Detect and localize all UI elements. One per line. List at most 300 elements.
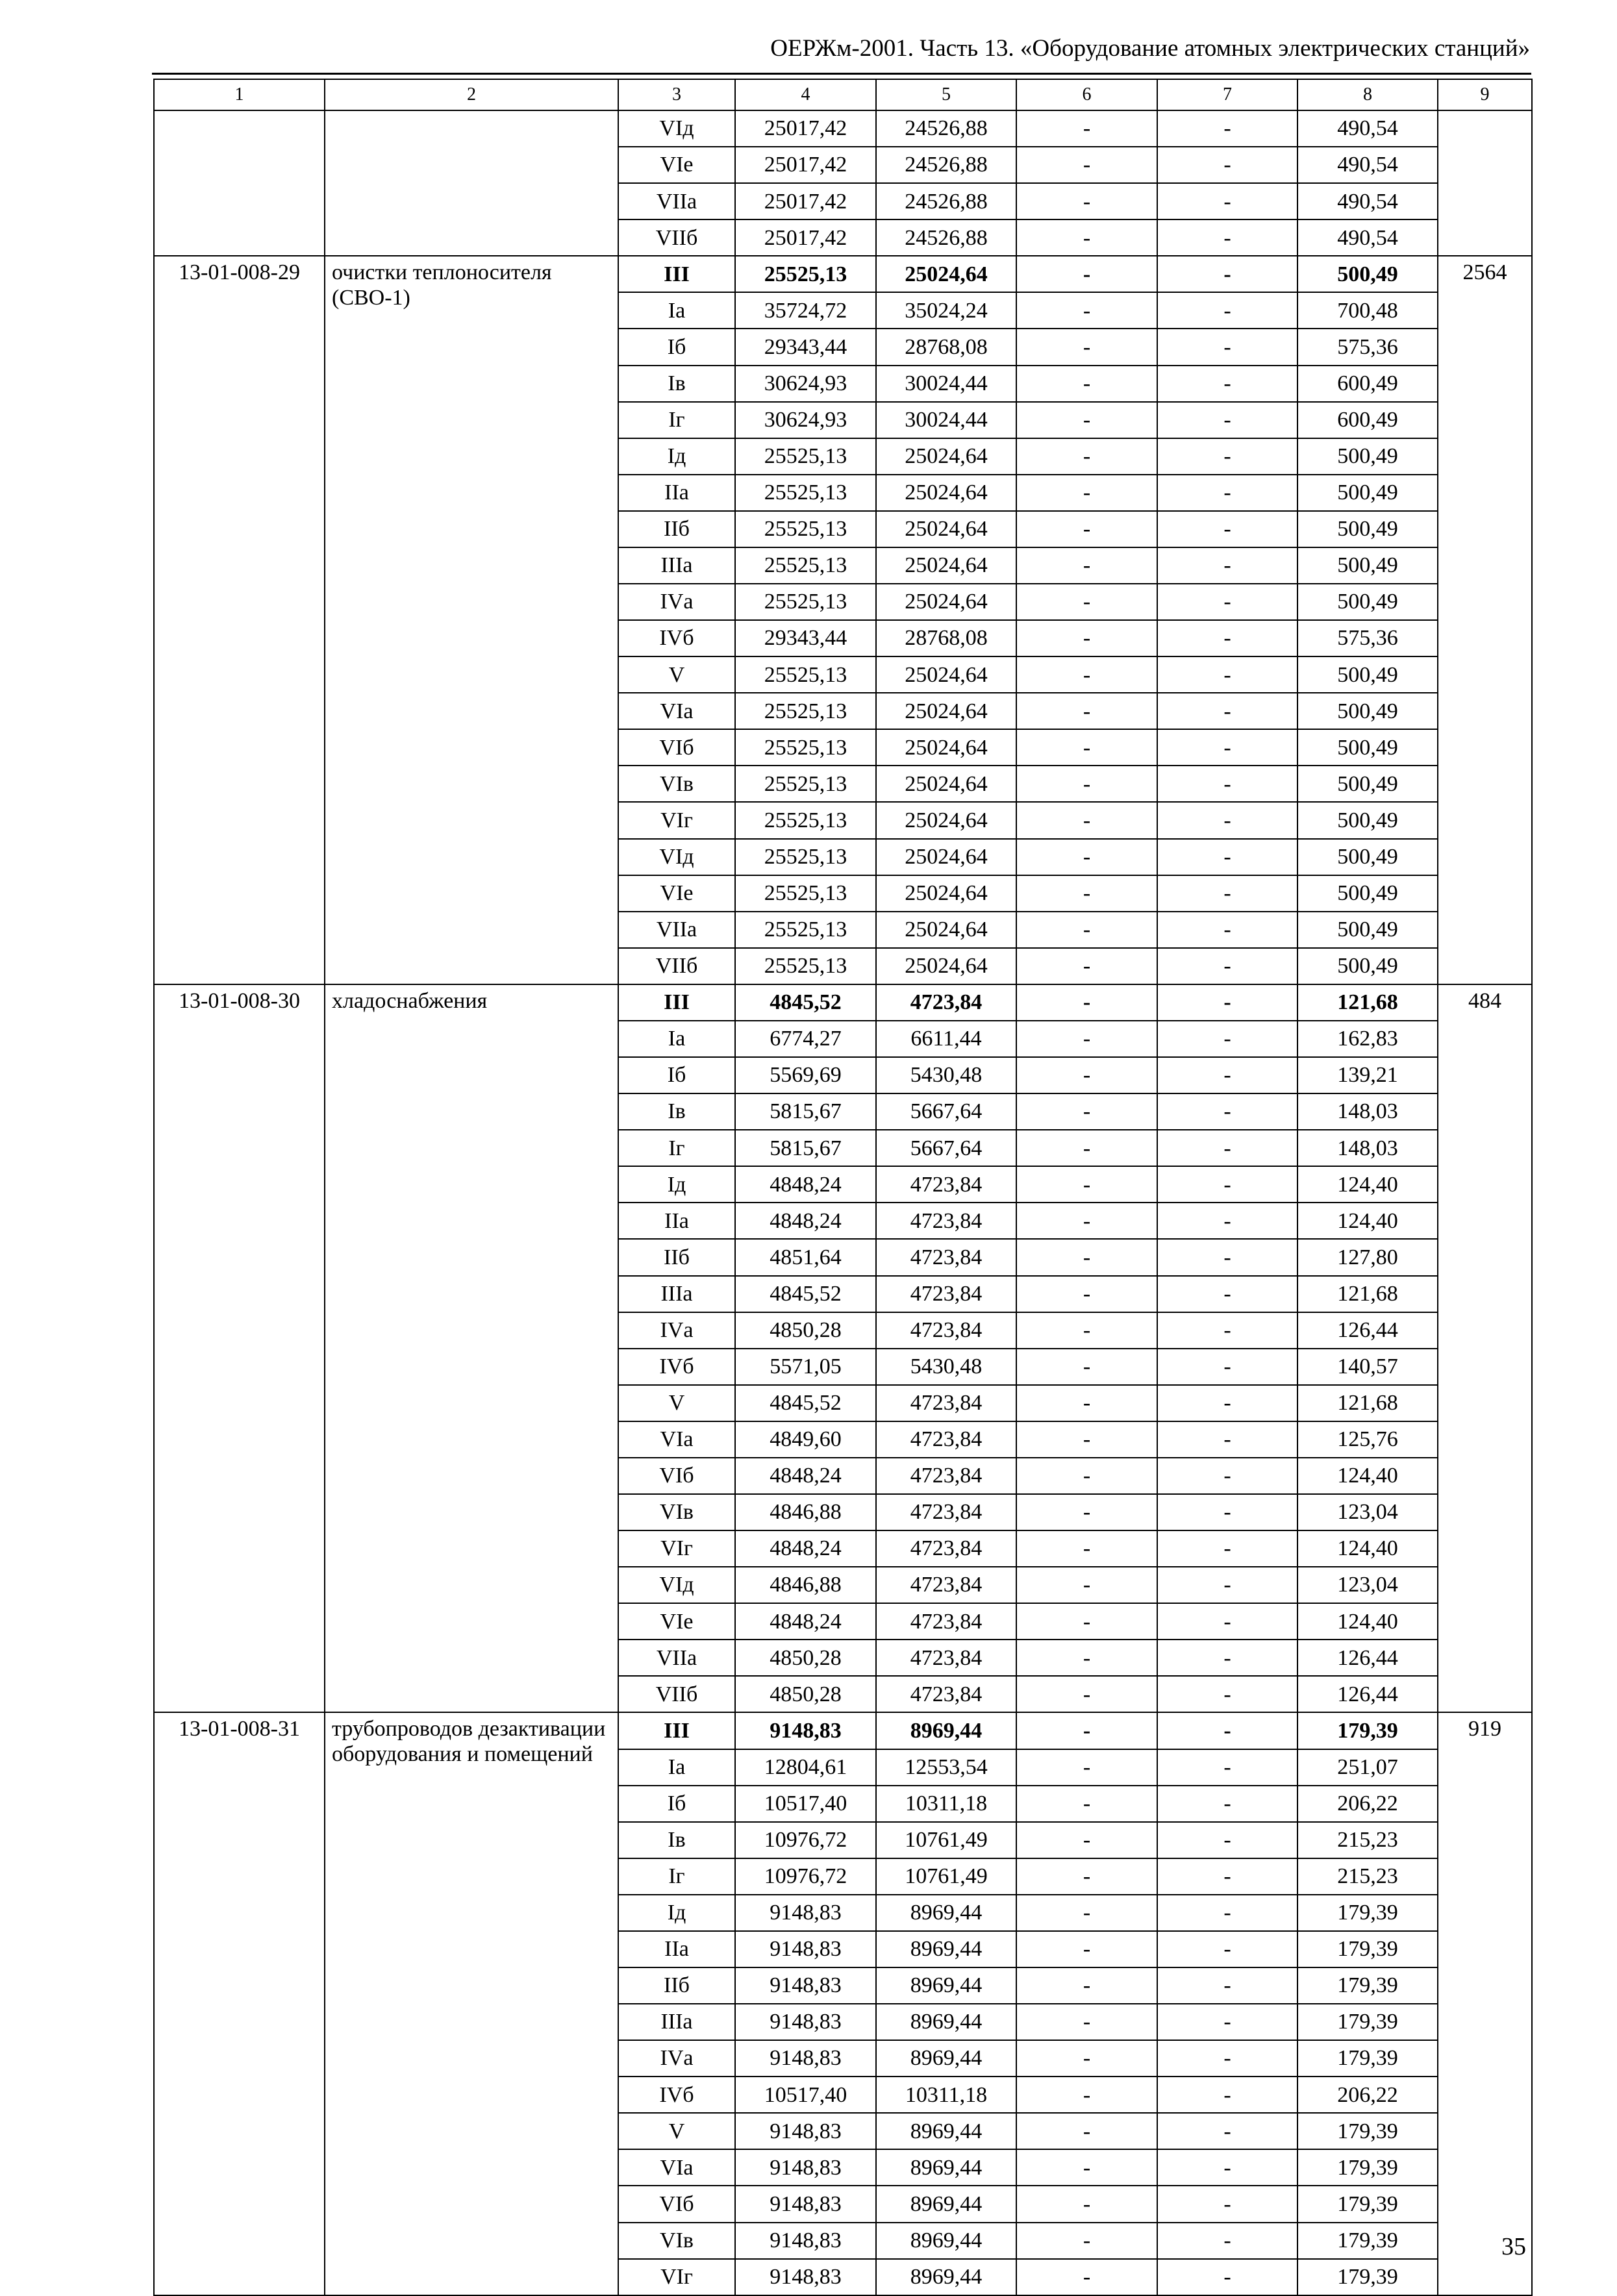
value-col6-cell: - [1016,2040,1157,2077]
value-col7-cell: - [1157,329,1297,365]
value-col4-cell: 4848,24 [735,1603,876,1640]
zone-cell: VIа [618,1421,735,1458]
value-col4-cell: 25017,42 [735,219,876,256]
value-col8-cell: 490,54 [1297,219,1438,256]
zone-cell: Iа [618,1021,735,1057]
value-col5-cell: 25024,64 [876,256,1016,292]
value-col6-cell: - [1016,1786,1157,1822]
value-col7-cell: - [1157,1931,1297,1967]
value-col6-cell: - [1016,1567,1157,1603]
column-number: 7 [1157,79,1297,110]
value-col7-cell: - [1157,584,1297,620]
value-col4-cell: 30624,93 [735,402,876,438]
value-col5-cell: 10761,49 [876,1822,1016,1858]
value-col6-cell: - [1016,1312,1157,1349]
value-col8-cell: 600,49 [1297,366,1438,402]
value-col8-cell: 490,54 [1297,110,1438,147]
value-col7-cell: - [1157,656,1297,693]
value-col6-cell: - [1016,1603,1157,1640]
value-col6-cell: - [1016,1057,1157,1093]
zone-cell: IIб [618,511,735,547]
value-col6-cell: - [1016,1967,1157,2004]
value-col7-cell: - [1157,1239,1297,1275]
value-col6-cell: - [1016,1203,1157,1239]
zone-cell: V [618,2113,735,2149]
value-col4-cell: 25525,13 [735,875,876,912]
value-col8-cell: 123,04 [1297,1567,1438,1603]
value-col7-cell: - [1157,1130,1297,1166]
value-col7-cell: - [1157,1421,1297,1458]
value-col6-cell: - [1016,1494,1157,1530]
value-col4-cell: 25017,42 [735,147,876,183]
value-col8-cell: 500,49 [1297,766,1438,802]
reference-cell: 919 [1438,1712,1532,2295]
value-col5-cell: 25024,64 [876,475,1016,511]
value-col8-cell: 500,49 [1297,948,1438,984]
zone-cell: Iв [618,366,735,402]
value-col4-cell: 4850,28 [735,1312,876,1349]
value-col8-cell: 500,49 [1297,656,1438,693]
value-col4-cell: 4845,52 [735,1385,876,1421]
value-col6-cell: - [1016,366,1157,402]
value-col6-cell: - [1016,875,1157,912]
value-col6-cell: - [1016,2113,1157,2149]
value-col6-cell: - [1016,2077,1157,2113]
value-col7-cell: - [1157,693,1297,729]
value-col7-cell: - [1157,1312,1297,1349]
value-col7-cell: - [1157,219,1297,256]
value-col7-cell: - [1157,620,1297,656]
value-col5-cell: 4723,84 [876,1166,1016,1203]
value-col4-cell: 30624,93 [735,366,876,402]
header-rule [152,73,1531,75]
value-col5-cell: 8969,44 [876,2223,1016,2259]
value-col5-cell: 10311,18 [876,2077,1016,2113]
value-col7-cell: - [1157,366,1297,402]
value-col7-cell: - [1157,1166,1297,1203]
value-col7-cell: - [1157,256,1297,292]
value-col4-cell: 9148,83 [735,1712,876,1749]
value-col4-cell: 4849,60 [735,1421,876,1458]
value-col4-cell: 10517,40 [735,2077,876,2113]
value-col8-cell: 121,68 [1297,1276,1438,1312]
value-col7-cell: - [1157,2186,1297,2222]
zone-cell: VIб [618,1458,735,1494]
table-row [154,984,1532,1021]
value-col6-cell: - [1016,1931,1157,1967]
value-col5-cell: 4723,84 [876,1421,1016,1458]
value-col4-cell: 25525,13 [735,948,876,984]
rate-code-cell: 13-01-008-29 [154,256,325,984]
value-col7-cell: - [1157,1093,1297,1130]
value-col7-cell: - [1157,1530,1297,1567]
running-header: ОЕРЖм-2001. Часть 13. «Оборудование атомных электрических станций» [770,35,1530,62]
zone-cell: Iг [618,402,735,438]
value-col8-cell: 500,49 [1297,475,1438,511]
zone-cell: Iв [618,1822,735,1858]
value-col4-cell: 5569,69 [735,1057,876,1093]
value-col6-cell: - [1016,1349,1157,1385]
value-col5-cell: 25024,64 [876,584,1016,620]
value-col8-cell: 179,39 [1297,2040,1438,2077]
value-col4-cell: 9148,83 [735,1895,876,1931]
value-col8-cell: 179,39 [1297,1895,1438,1931]
zone-cell: IVа [618,1312,735,1349]
value-col5-cell: 25024,64 [876,875,1016,912]
zone-cell: Iа [618,292,735,329]
value-col5-cell: 25024,64 [876,729,1016,766]
zone-cell: VIд [618,110,735,147]
value-col5-cell: 35024,24 [876,292,1016,329]
value-col7-cell: - [1157,912,1297,948]
value-col4-cell: 4846,88 [735,1567,876,1603]
zone-cell: IIа [618,1931,735,1967]
value-col6-cell: - [1016,839,1157,875]
column-number: 6 [1016,79,1157,110]
value-col8-cell: 140,57 [1297,1349,1438,1385]
value-col4-cell: 9148,83 [735,2113,876,2149]
value-col8-cell: 215,23 [1297,1858,1438,1895]
reference-cell: 484 [1438,984,1532,1713]
value-col4-cell: 4848,24 [735,1203,876,1239]
zone-cell: IVб [618,2077,735,2113]
value-col4-cell: 25525,13 [735,438,876,475]
value-col7-cell: - [1157,1203,1297,1239]
value-col8-cell: 124,40 [1297,1530,1438,1567]
rate-code-cell: 13-01-008-30 [154,984,325,1713]
value-col7-cell: - [1157,1749,1297,1786]
value-col5-cell: 10761,49 [876,1858,1016,1895]
value-col8-cell: 179,39 [1297,1712,1438,1749]
zone-cell: IVа [618,2040,735,2077]
table-row [154,256,1532,292]
value-col7-cell: - [1157,1603,1297,1640]
value-col6-cell: - [1016,2004,1157,2040]
value-col7-cell: - [1157,147,1297,183]
value-col6-cell: - [1016,1640,1157,1676]
zone-cell: VIIб [618,948,735,984]
value-col7-cell: - [1157,110,1297,147]
value-col8-cell: 500,49 [1297,511,1438,547]
value-col8-cell: 126,44 [1297,1312,1438,1349]
column-number-row [154,79,1532,110]
page-number: 35 [1501,2233,1526,2260]
value-col6-cell: - [1016,110,1157,147]
zone-cell: IIIа [618,547,735,584]
zone-cell: III [618,984,735,1021]
value-col4-cell: 25525,13 [735,547,876,584]
value-col5-cell: 25024,64 [876,693,1016,729]
value-col6-cell: - [1016,256,1157,292]
reference-cell: 2564 [1438,256,1532,984]
value-col6-cell: - [1016,2259,1157,2295]
value-col8-cell: 179,39 [1297,2259,1438,2295]
value-col7-cell: - [1157,1057,1297,1093]
value-col5-cell: 4723,84 [876,1676,1016,1712]
value-col4-cell: 25525,13 [735,766,876,802]
value-col7-cell: - [1157,1858,1297,1895]
value-col6-cell: - [1016,1021,1157,1057]
value-col4-cell: 4850,28 [735,1640,876,1676]
value-col7-cell: - [1157,2004,1297,2040]
value-col5-cell: 4723,84 [876,1494,1016,1530]
zone-cell: V [618,1385,735,1421]
zone-cell: Iд [618,1166,735,1203]
value-col5-cell: 4723,84 [876,1239,1016,1275]
value-col6-cell: - [1016,1421,1157,1458]
zone-cell: IVа [618,584,735,620]
value-col5-cell: 30024,44 [876,366,1016,402]
value-col5-cell: 25024,64 [876,802,1016,838]
value-col8-cell: 125,76 [1297,1421,1438,1458]
value-col7-cell: - [1157,2149,1297,2186]
column-number: 8 [1297,79,1438,110]
value-col8-cell: 124,40 [1297,1166,1438,1203]
value-col6-cell: - [1016,1712,1157,1749]
value-col7-cell: - [1157,2040,1297,2077]
value-col8-cell: 575,36 [1297,329,1438,365]
value-col6-cell: - [1016,656,1157,693]
value-col5-cell: 8969,44 [876,2186,1016,2222]
value-col8-cell: 500,49 [1297,729,1438,766]
value-col8-cell: 490,54 [1297,147,1438,183]
value-col5-cell: 25024,64 [876,766,1016,802]
zone-cell: VIIа [618,1640,735,1676]
value-col4-cell: 4850,28 [735,1676,876,1712]
value-col8-cell: 215,23 [1297,1822,1438,1858]
zone-cell: VIг [618,1530,735,1567]
zone-cell: Iб [618,1057,735,1093]
zone-cell: IVб [618,1349,735,1385]
value-col7-cell: - [1157,1967,1297,2004]
value-col4-cell: 35724,72 [735,292,876,329]
value-col6-cell: - [1016,620,1157,656]
value-col6-cell: - [1016,1276,1157,1312]
value-col6-cell: - [1016,2186,1157,2222]
value-col8-cell: 127,80 [1297,1239,1438,1275]
value-col4-cell: 9148,83 [735,2186,876,2222]
value-col6-cell: - [1016,1239,1157,1275]
value-col6-cell: - [1016,984,1157,1021]
value-col6-cell: - [1016,475,1157,511]
value-col4-cell: 25525,13 [735,729,876,766]
value-col8-cell: 162,83 [1297,1021,1438,1057]
zone-cell: VIIб [618,219,735,256]
zone-cell: VIг [618,802,735,838]
value-col5-cell: 24526,88 [876,147,1016,183]
value-col4-cell: 29343,44 [735,329,876,365]
value-col6-cell: - [1016,1166,1157,1203]
column-number: 9 [1438,79,1532,110]
value-col8-cell: 179,39 [1297,2004,1438,2040]
value-col7-cell: - [1157,183,1297,219]
zone-cell: VIа [618,693,735,729]
value-col6-cell: - [1016,183,1157,219]
value-col5-cell: 4723,84 [876,1567,1016,1603]
zone-cell: VIIа [618,183,735,219]
value-col5-cell: 28768,08 [876,620,1016,656]
value-col6-cell: - [1016,729,1157,766]
rate-name-cell: трубопроводов дезактивации оборудования и помещений [325,1712,618,2295]
value-col6-cell: - [1016,547,1157,584]
value-col6-cell: - [1016,693,1157,729]
value-col4-cell: 10976,72 [735,1822,876,1858]
value-col6-cell: - [1016,1822,1157,1858]
value-col8-cell: 123,04 [1297,1494,1438,1530]
value-col4-cell: 25017,42 [735,110,876,147]
value-col6-cell: - [1016,912,1157,948]
value-col7-cell: - [1157,984,1297,1021]
value-col8-cell: 124,40 [1297,1203,1438,1239]
zone-cell: Iб [618,329,735,365]
value-col8-cell: 126,44 [1297,1640,1438,1676]
value-col4-cell: 9148,83 [735,2149,876,2186]
value-col5-cell: 4723,84 [876,1385,1016,1421]
value-col4-cell: 25525,13 [735,802,876,838]
value-col7-cell: - [1157,1494,1297,1530]
value-col8-cell: 179,39 [1297,2149,1438,2186]
value-col6-cell: - [1016,402,1157,438]
value-col8-cell: 206,22 [1297,1786,1438,1822]
value-col8-cell: 124,40 [1297,1458,1438,1494]
value-col5-cell: 24526,88 [876,219,1016,256]
value-col4-cell: 4848,24 [735,1530,876,1567]
value-col5-cell: 8969,44 [876,2259,1016,2295]
table-row [154,110,1532,147]
column-number: 4 [735,79,876,110]
zone-cell: Iг [618,1858,735,1895]
zone-cell: VIв [618,766,735,802]
zone-cell: VIIб [618,1676,735,1712]
value-col4-cell: 10976,72 [735,1858,876,1895]
zone-cell: Iд [618,438,735,475]
value-col4-cell: 25017,42 [735,183,876,219]
value-col4-cell: 4851,64 [735,1239,876,1275]
value-col7-cell: - [1157,475,1297,511]
value-col7-cell: - [1157,2223,1297,2259]
value-col8-cell: 700,48 [1297,292,1438,329]
value-col5-cell: 8969,44 [876,2149,1016,2186]
value-col7-cell: - [1157,1895,1297,1931]
zone-cell: VIе [618,875,735,912]
value-col6-cell: - [1016,1530,1157,1567]
value-col7-cell: - [1157,2077,1297,2113]
value-col4-cell: 9148,83 [735,2223,876,2259]
value-col7-cell: - [1157,2259,1297,2295]
value-col4-cell: 9148,83 [735,2259,876,2295]
value-col5-cell: 5430,48 [876,1057,1016,1093]
rate-name-cell: очистки теплоносителя (СВО-1) [325,256,618,984]
value-col4-cell: 6774,27 [735,1021,876,1057]
value-col7-cell: - [1157,948,1297,984]
value-col8-cell: 126,44 [1297,1676,1438,1712]
value-col7-cell: - [1157,839,1297,875]
value-col6-cell: - [1016,292,1157,329]
value-col6-cell: - [1016,584,1157,620]
value-col4-cell: 25525,13 [735,912,876,948]
zone-cell: VIб [618,2186,735,2222]
value-col8-cell: 500,49 [1297,875,1438,912]
value-col6-cell: - [1016,766,1157,802]
value-col4-cell: 9148,83 [735,2040,876,2077]
zone-cell: IIб [618,1967,735,2004]
value-col5-cell: 4723,84 [876,1530,1016,1567]
value-col8-cell: 124,40 [1297,1603,1438,1640]
value-col7-cell: - [1157,547,1297,584]
value-col4-cell: 4845,52 [735,1276,876,1312]
value-col5-cell: 25024,64 [876,912,1016,948]
value-col8-cell: 600,49 [1297,402,1438,438]
value-col4-cell: 5815,67 [735,1093,876,1130]
value-col4-cell: 9148,83 [735,2004,876,2040]
value-col4-cell: 25525,13 [735,256,876,292]
value-col5-cell: 4723,84 [876,1276,1016,1312]
value-col8-cell: 179,39 [1297,2223,1438,2259]
value-col7-cell: - [1157,1021,1297,1057]
zone-cell: IVб [618,620,735,656]
value-col5-cell: 8969,44 [876,1895,1016,1931]
value-col7-cell: - [1157,1458,1297,1494]
value-col4-cell: 5815,67 [735,1130,876,1166]
zone-cell: V [618,656,735,693]
value-col8-cell: 251,07 [1297,1749,1438,1786]
value-col5-cell: 4723,84 [876,1203,1016,1239]
value-col5-cell: 25024,64 [876,438,1016,475]
value-col7-cell: - [1157,1385,1297,1421]
value-col5-cell: 25024,64 [876,839,1016,875]
value-col8-cell: 179,39 [1297,2113,1438,2149]
zone-cell: VIд [618,839,735,875]
value-col8-cell: 139,21 [1297,1057,1438,1093]
rate-code-cell [154,110,325,256]
value-col6-cell: - [1016,2149,1157,2186]
value-col8-cell: 490,54 [1297,183,1438,219]
value-col6-cell: - [1016,1385,1157,1421]
value-col5-cell: 4723,84 [876,1640,1016,1676]
value-col8-cell: 500,49 [1297,802,1438,838]
zone-cell: IIа [618,475,735,511]
zone-cell: Iв [618,1093,735,1130]
zone-cell: VIе [618,1603,735,1640]
value-col6-cell: - [1016,948,1157,984]
column-number: 1 [154,79,325,110]
value-col7-cell: - [1157,766,1297,802]
table-row [154,1712,1532,1749]
column-number: 2 [325,79,618,110]
rates-table [153,79,1533,2296]
value-col4-cell: 9148,83 [735,1931,876,1967]
value-col4-cell: 25525,13 [735,584,876,620]
value-col5-cell: 8969,44 [876,1931,1016,1967]
value-col4-cell: 25525,13 [735,839,876,875]
value-col8-cell: 500,49 [1297,693,1438,729]
value-col7-cell: - [1157,1786,1297,1822]
value-col5-cell: 4723,84 [876,1312,1016,1349]
value-col5-cell: 25024,64 [876,511,1016,547]
value-col5-cell: 8969,44 [876,1712,1016,1749]
value-col7-cell: - [1157,875,1297,912]
value-col6-cell: - [1016,329,1157,365]
value-col5-cell: 30024,44 [876,402,1016,438]
value-col7-cell: - [1157,1349,1297,1385]
rates-table-body [154,79,1532,2295]
value-col5-cell: 8969,44 [876,2004,1016,2040]
value-col4-cell: 10517,40 [735,1786,876,1822]
value-col5-cell: 8969,44 [876,2040,1016,2077]
value-col7-cell: - [1157,1567,1297,1603]
zone-cell: Iг [618,1130,735,1166]
value-col5-cell: 4723,84 [876,1603,1016,1640]
